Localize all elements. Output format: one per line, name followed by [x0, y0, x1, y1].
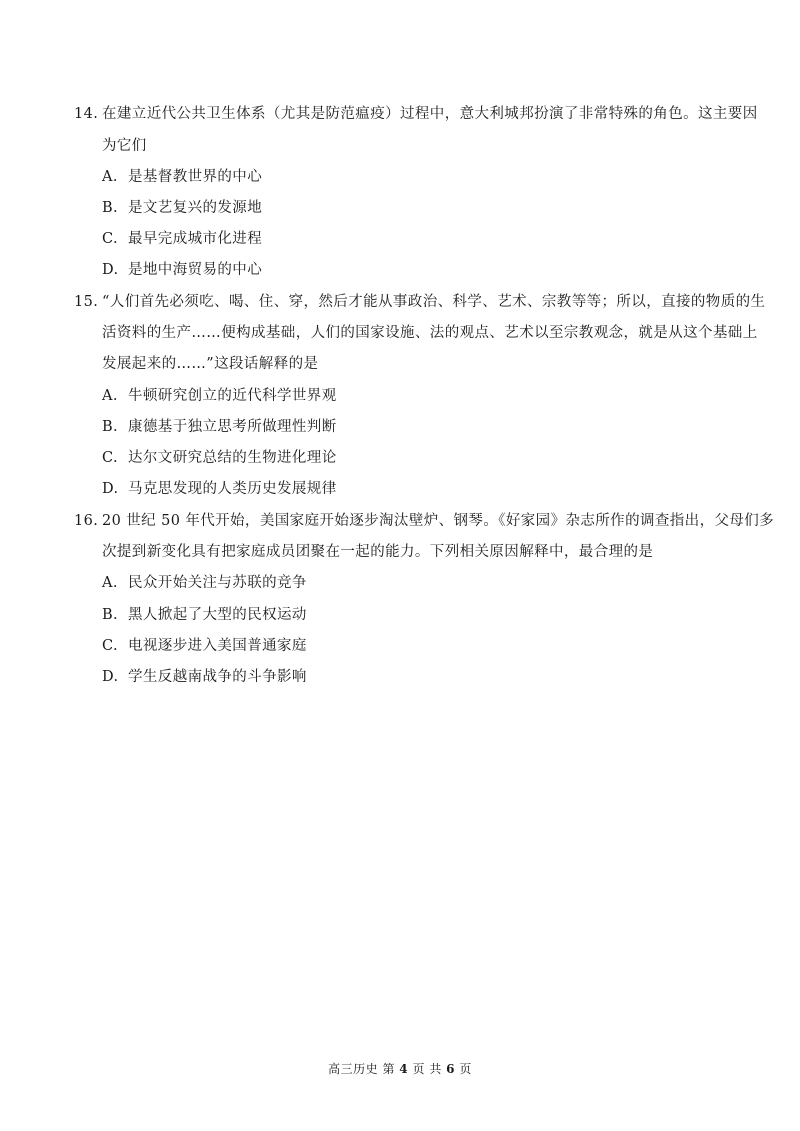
option-c	[102, 636, 307, 656]
question-number: 14.	[74, 106, 99, 122]
option-d	[102, 260, 262, 280]
question-number: 15.	[74, 294, 99, 310]
question-stem-line	[74, 292, 765, 312]
option-b	[102, 417, 337, 437]
option-letter: D.	[102, 481, 119, 497]
option-text: 马克思发现的人类历史发展规律	[128, 481, 337, 497]
question-stem-line	[102, 323, 758, 343]
question-number: 16.	[74, 513, 99, 529]
option-letter: D.	[102, 262, 119, 278]
option-b	[102, 198, 262, 218]
option-d	[102, 667, 307, 687]
option-b	[102, 605, 307, 625]
option-text: 是地中海贸易的中心	[128, 262, 263, 278]
option-text: 是基督教世界的中心	[128, 169, 263, 185]
option-text: 最早完成城市化进程	[128, 231, 263, 247]
option-text: 是文艺复兴的发源地	[128, 200, 263, 216]
question-stem-text: “人们首先必须吃、喝、住、穿，然后才能从事政治、科学、艺术、宗教等等；所以，直接的物质的生	[102, 294, 766, 310]
question-stem-line	[102, 542, 653, 562]
option-text: 牛顿研究创立的近代科学世界观	[128, 388, 337, 404]
option-text: 电视逐步进入美国普通家庭	[128, 638, 307, 654]
option-letter: C.	[102, 231, 118, 247]
option-text: 康德基于独立思考所做理性判断	[128, 419, 337, 435]
question-stem-line	[102, 354, 318, 374]
option-text: 学生反越南战争的斗争影响	[128, 669, 307, 685]
option-a	[102, 167, 262, 187]
option-letter: C.	[102, 450, 118, 466]
question-stem-text: 在建立近代公共卫生体系（尤其是防范瘟疫）过程中，意大利城邦扮演了非常特殊的角色。这主要因	[102, 106, 758, 122]
footer-word: 第	[382, 1062, 395, 1076]
question-stem-text: 次提到新变化具有把家庭成员团聚在一起的能力。下列相关原因解释中，最合理的是	[102, 544, 654, 560]
option-letter: A.	[102, 575, 118, 591]
footer-page-total: 6	[446, 1062, 456, 1076]
option-c	[102, 448, 337, 468]
question-stem-text: 发展起来的……”这段话解释的是	[102, 356, 319, 372]
option-letter: A.	[102, 388, 118, 404]
footer-word: 共	[429, 1062, 442, 1076]
option-letter: B.	[102, 607, 119, 623]
question-stem-text: 为它们	[102, 138, 147, 154]
question-stem-line	[74, 104, 758, 124]
question-stem-text: 活资料的生产……便构成基础，人们的国家设施、法的观点、艺术以至宗教观念，就是从这个基础上	[102, 325, 758, 341]
option-letter: B.	[102, 419, 119, 435]
question-stem-text: 20 世纪 50 年代开始，美国家庭开始逐步淘汰壁炉、钢琴。《好家园》杂志所作的调查指出，父母们多	[102, 513, 775, 529]
option-letter: B.	[102, 200, 119, 216]
option-letter: D.	[102, 669, 119, 685]
footer-word: 页	[412, 1062, 425, 1076]
option-c	[102, 229, 262, 249]
option-d	[102, 479, 337, 499]
question-stem-line	[74, 511, 774, 531]
option-text: 达尔文研究总结的生物进化理论	[128, 450, 337, 466]
option-letter: A.	[102, 169, 118, 185]
option-letter: C.	[102, 638, 118, 654]
footer-word: 页	[459, 1062, 472, 1076]
option-a	[102, 386, 337, 406]
question-stem-line	[102, 136, 147, 156]
footer-subject: 高三历史	[328, 1062, 379, 1076]
option-text: 黑人掀起了大型的民权运动	[128, 607, 307, 623]
option-text: 民众开始关注与苏联的竞争	[128, 575, 307, 591]
option-a	[102, 573, 307, 593]
page-footer	[0, 1060, 800, 1077]
footer-page-current: 4	[399, 1062, 409, 1076]
